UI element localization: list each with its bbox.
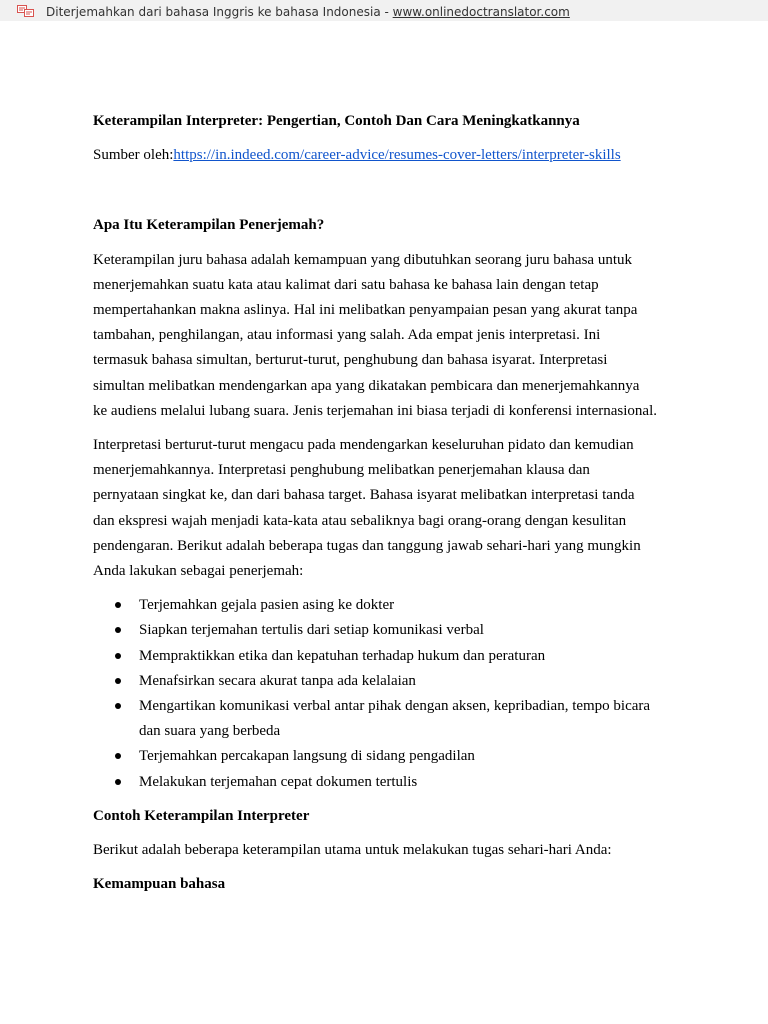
bullet-icon: [115, 627, 121, 633]
banner-text: [46, 2, 570, 22]
translation-banner: [0, 0, 768, 21]
paragraph-line: menerjemahkan suatu kata atau kalimat dari satu bahasa ke bahasa lain dengan tetap: [93, 276, 599, 293]
section-heading-examples: Contoh Keterampilan Interpreter: [93, 807, 310, 824]
section-heading-language-ability: Kemampuan bahasa: [93, 876, 226, 893]
list-item: [93, 744, 693, 769]
document-body: [93, 109, 693, 906]
list-item-text: Terjemahkan percakapan langsung di sidang pengadilan: [139, 748, 475, 765]
list-item-text: Melakukan terjemahan cepat dokumen tertulis: [139, 773, 418, 790]
banner-link[interactable]: www.onlinedoctranslator.com: [392, 5, 570, 19]
list-item: [93, 669, 693, 694]
section-heading-what-is: Apa Itu Keterampilan Penerjemah?: [93, 217, 325, 234]
paragraph-line: menerjemahkannya. Interpretasi penghubung melibatkan penerjemahan klausa dan: [93, 462, 590, 479]
list-item: [93, 593, 693, 618]
list-item: [93, 618, 693, 643]
list-item-text: Siapkan terjemahan tertulis dari setiap komunikasi verbal: [139, 622, 484, 639]
paragraph-line: mempertahankan makna aslinya. Hal ini melibatkan penyampaian pesan yang akurat tanpa: [93, 302, 638, 319]
paragraph-examples-intro: Berikut adalah beberapa keterampilan utama untuk melakukan tugas sehari-hari Anda:: [93, 842, 612, 859]
list-item: [93, 770, 693, 795]
bullet-icon: [115, 678, 121, 684]
list-item-text: Mempraktikkan etika dan kepatuhan terhadap hukum dan peraturan: [139, 647, 546, 664]
paragraph-line: Anda lakukan sebagai penerjemah:: [93, 563, 304, 580]
bullet-icon: [115, 753, 121, 759]
duties-list: [93, 593, 693, 795]
document-title: Keterampilan Interpreter: Pengertian, Contoh Dan Cara Meningkatkannya: [93, 113, 580, 129]
paragraph-line: tambahan, penghilangan, atau informasi yang salah. Ada empat jenis interpretasi. Ini: [93, 327, 601, 344]
list-item-text: Terjemahkan gejala pasien asing ke dokter: [139, 597, 395, 614]
paragraph-types: [93, 433, 693, 584]
paragraph-line: Keterampilan juru bahasa adalah kemampuan yang dibutuhkan seorang juru bahasa untuk: [93, 251, 632, 268]
paragraph-line: pendengaran. Berikut adalah beberapa tugas dan tanggung jawab sehari-hari yang mungkin: [93, 537, 641, 554]
list-item: [93, 644, 693, 669]
paragraph-line: ke audiens melalui lubang suara. Jenis terjemahan ini biasa terjadi di konferensi internasional.: [93, 402, 657, 419]
bullet-icon: [115, 602, 121, 608]
source-line: [93, 143, 693, 168]
source-link[interactable]: https://in.indeed.com/career-advice/resumes-cover-letters/interpreter-skills: [173, 147, 621, 164]
bullet-icon: [115, 653, 121, 659]
paragraph-line: simultan melibatkan mendengarkan apa yang dikatakan pembicara dan menerjemahkannya: [93, 377, 640, 394]
bullet-icon: [115, 779, 121, 785]
paragraph-line: dan ekspresi wajah menjadi kata-kata atau sebaliknya bagi orang-orang dengan kesulitan: [93, 512, 627, 529]
list-item: [93, 694, 693, 744]
translate-doc-icon: [17, 3, 34, 15]
paragraph-line: termasuk bahasa simultan, berturut-turut, penghubung dan bahasa isyarat. Interpretasi: [93, 352, 608, 369]
paragraph-line: pernyataan singkat ke, dan dari bahasa target. Bahasa isyarat melibatkan interpretasi tanda: [93, 487, 635, 504]
paragraph-definition: [93, 248, 693, 424]
bullet-icon: [115, 703, 121, 709]
list-item-text: Mengartikan komunikasi verbal antar pihak dengan aksen, kepribadian, tempo bicara: [139, 698, 651, 715]
paragraph-line: Interpretasi berturut-turut mengacu pada mendengarkan keseluruhan pidato dan kemudian: [93, 437, 634, 454]
list-item-text: dan suara yang berbeda: [139, 723, 281, 740]
banner-prefix: Diterjemahkan dari bahasa Inggris ke bahasa Indonesia -: [46, 5, 393, 19]
list-item-text: Menafsirkan secara akurat tanpa ada kelalaian: [139, 672, 416, 689]
source-label: Sumber oleh:: [93, 147, 174, 164]
